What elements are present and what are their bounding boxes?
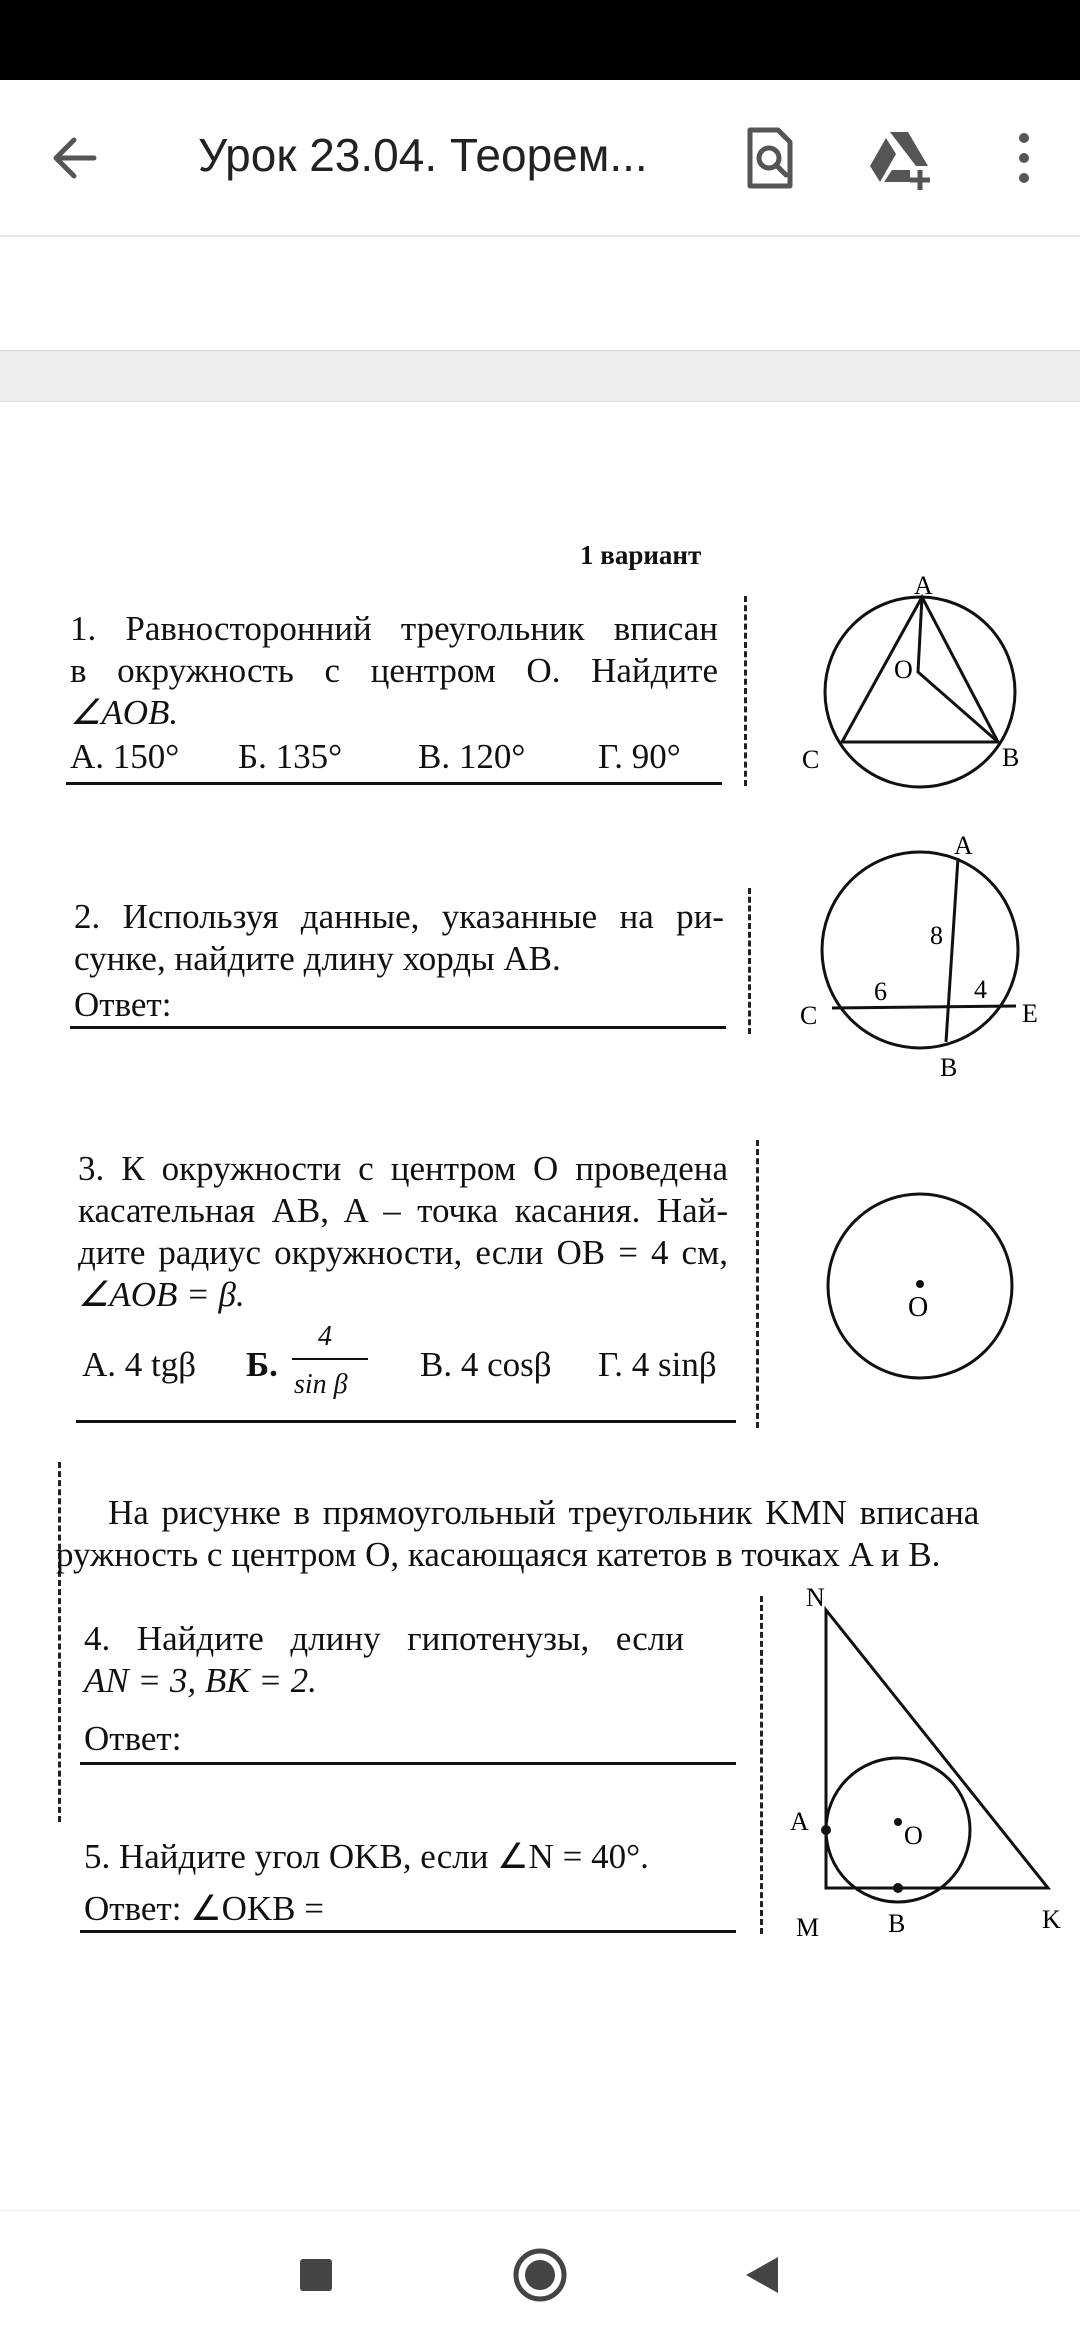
q3-option-b-numerator: 4 [318,1321,332,1352]
q2-label-4: 4 [974,975,987,1004]
q3-option-a: А. 4 tgβ [82,1345,197,1384]
page-gap [0,350,1080,402]
q1-line-1: 1. Равносторонний треугольник вписан [70,609,718,648]
intro-line-1: На рисунке в прямоугольный треугольник KMN вписана [108,1493,980,1532]
drive-add-icon[interactable] [866,124,934,192]
tangent-point-b [893,1883,903,1893]
q3-option-d: Г. 4 sinβ [598,1345,717,1384]
q1-label-a: A [914,571,933,600]
q2-line-2: сунке, найдите длину хорды AB. [74,939,561,978]
q2-circle [822,852,1018,1048]
q1-dashed-border [744,596,747,786]
q1-underline [66,782,722,785]
q2-answer-line [70,1026,726,1029]
q3-figure [800,1172,1040,1402]
document-search-icon[interactable] [736,124,804,192]
q3-line-3: дите радиус окружности, если OB = 4 см, [78,1233,728,1272]
variant-label: 1 вариант [580,540,702,570]
inscribed-circle [826,1758,970,1902]
q3-line-2: касательная AB, A – точка касания. Най- [78,1191,728,1230]
q1-option-a: А. 150° [70,737,180,776]
q2-label-8: 8 [930,921,943,950]
app-bar [0,80,1080,235]
q45-right-dashed-border [760,1596,763,1934]
q1-option-b: Б. 135° [238,737,343,776]
home-circle-icon[interactable] [512,2247,568,2303]
q45-figure [780,1586,1080,1966]
document-title: Урок 23.04. Теорем... [198,129,648,181]
q2-line-1: 2. Используя данные, указанные на ри- [74,897,724,936]
q1-label-o: O [894,655,913,684]
back-arrow-icon[interactable] [44,126,108,190]
q1-figure [790,562,1050,802]
system-nav-bar [0,2210,1080,2340]
q3-fraction-bar [292,1358,368,1360]
recents-square-icon[interactable] [296,2255,336,2295]
label-o: O [904,1821,923,1850]
q2-figure [790,830,1050,1090]
q1-option-d: Г. 90° [598,737,681,776]
q3-label-o: O [908,1292,929,1323]
q2-dashed-border [748,888,751,1034]
document-page [0,402,1080,2210]
q2-label-a: A [954,831,973,860]
toolbar-area [0,237,1080,350]
q4-line-1: 4. Найдите длину гипотенузы, если [84,1619,684,1658]
intro-line-2: ружность с центром O, касающаяся катетов в точках A и B. [56,1535,941,1574]
q2-chord-ab [946,858,958,1042]
label-m: M [796,1913,820,1942]
q3-center-dot [916,1280,924,1288]
q2-chord-ce [832,1006,1016,1008]
label-a: A [790,1807,809,1836]
back-triangle-icon[interactable] [740,2253,784,2297]
q45-left-dashed-border [58,1462,61,1822]
center-dot [894,1818,902,1826]
more-vert-icon[interactable] [990,124,1058,192]
q3-line-4: ∠AOB = β. [78,1275,245,1314]
q2-label-c: C [800,1001,818,1030]
q1-option-c: В. 120° [418,737,526,776]
tangent-point-a [821,1825,831,1835]
q3-dashed-border [756,1140,759,1428]
q1-label-c: C [802,745,820,774]
q2-label-6: 6 [874,977,887,1006]
q2-label-b: B [940,1053,958,1082]
q1-line-2: в окружность с центром O. Найдите [70,651,718,690]
q1-line-3: ∠AOB. [70,693,179,732]
q4-answer-label: Ответ: [84,1719,182,1758]
q5-answer-label: Ответ: ∠OKB = [84,1889,324,1928]
q5-line: 5. Найдите угол OKB, если ∠N = 40°. [84,1837,649,1876]
status-bar [0,0,1080,80]
q1-label-b: B [1002,743,1020,772]
q3-option-b-denominator: sin β [294,1369,348,1400]
q3-option-b-prefix: Б. [246,1345,278,1384]
q2-label-e: E [1022,999,1038,1028]
q4-line-2: AN = 3, BK = 2. [84,1661,317,1700]
triangle-kmn [826,1610,1048,1888]
q3-option-c: В. 4 cosβ [420,1345,552,1384]
q5-answer-line [80,1930,736,1933]
q4-answer-line [80,1762,736,1765]
label-n: N [806,1586,825,1612]
label-b: B [888,1909,906,1938]
q2-answer-label: Ответ: [74,985,172,1024]
q3-line-1: 3. К окружности с центром O проведена [78,1149,728,1188]
q3-underline [76,1420,736,1423]
label-k: K [1042,1905,1061,1934]
